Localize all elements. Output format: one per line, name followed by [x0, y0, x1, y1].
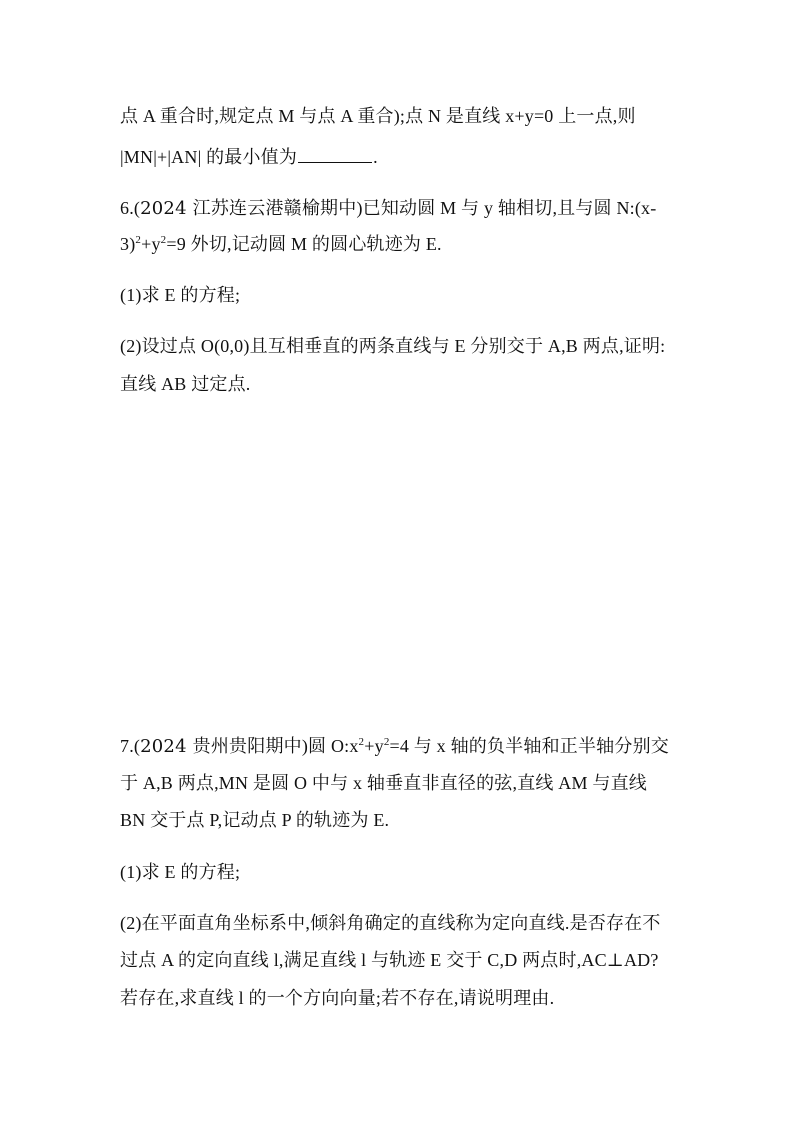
prev-question-text-1: 点 A 重合时,规定点 M 与点 A 重合);点 N 是直线 x+y=0 上一点,则 [120, 106, 636, 126]
q7-stem-text-1b: +y [364, 736, 384, 756]
q6-exponent-2: 2 [160, 234, 167, 246]
q7-part-1-text: (1)求 E 的方程; [120, 862, 241, 882]
q7-part-1 [120, 860, 240, 884]
q7-source: 2024 贵州贵阳期中 [140, 736, 302, 757]
q6-part-1-text: (1)求 E 的方程; [120, 285, 241, 305]
q6-stem-text-2b: +y [141, 234, 161, 254]
q7-part-2-line-1 [120, 911, 661, 935]
prev-question-period: . [373, 147, 378, 167]
q7-stem-text-1c: =4 与 x 轴的负半轴和正半轴分别交 [389, 736, 669, 756]
q7-stem-text-3: BN 交于点 P,记动点 P 的轨迹为 E. [120, 810, 390, 830]
prev-question-line-1 [120, 104, 636, 128]
q7-stem-line-1 [120, 734, 669, 759]
q7-part-2-line-3 [120, 986, 554, 1010]
q6-stem-line-2 [120, 232, 442, 256]
q7-part-2-text-2: 过点 A 的定向直线 l,满足直线 l 与轨迹 E 交于 C,D 两点时,AC⊥AD? [120, 950, 659, 970]
q6-part-1 [120, 283, 240, 307]
q6-exponent-1: 2 [135, 234, 142, 246]
q7-exponent-2: 2 [383, 736, 390, 748]
q7-stem-text-1a: )圆 O:x [301, 736, 359, 756]
q6-number: 6.( [120, 198, 141, 218]
prev-question-text-2: |MN|+|AN| 的最小值为 [120, 147, 298, 167]
answer-blank [298, 146, 372, 163]
q7-stem-line-3 [120, 808, 389, 832]
q6-part-2-text-1: (2)设过点 O(0,0)且互相垂直的两条直线与 E 分别交于 A,B 两点,证明: [120, 336, 666, 356]
q6-stem-text-1: )已知动圆 M 与 y 轴相切,且与圆 N:(x- [356, 198, 657, 218]
q6-source: 2024 江苏连云港赣榆期中 [140, 198, 357, 219]
q7-part-2-text-3: 若存在,求直线 l 的一个方向向量;若不存在,请说明理由. [120, 988, 555, 1008]
prev-question-line-2 [120, 145, 378, 169]
q7-number: 7.( [120, 736, 141, 756]
q7-stem-text-2: 于 A,B 两点,MN 是圆 O 中与 x 轴垂直非直径的弦,直线 AM 与直线 [120, 773, 648, 793]
q6-part-2-line-1 [120, 334, 665, 358]
q6-part-2-line-2 [120, 372, 251, 396]
q6-stem-text-2c: =9 外切,记动圆 M 的圆心轨迹为 E. [166, 234, 442, 254]
q6-stem-text-2a: 3) [120, 234, 136, 254]
q6-stem-line-1 [120, 196, 656, 221]
q7-part-2-line-2 [120, 948, 659, 972]
q7-stem-line-2 [120, 771, 647, 795]
q6-part-2-text-2: 直线 AB 过定点. [120, 374, 251, 394]
q7-part-2-text-1: (2)在平面直角坐标系中,倾斜角确定的直线称为定向直线.是否存在不 [120, 913, 661, 933]
q7-exponent-1: 2 [358, 736, 365, 748]
